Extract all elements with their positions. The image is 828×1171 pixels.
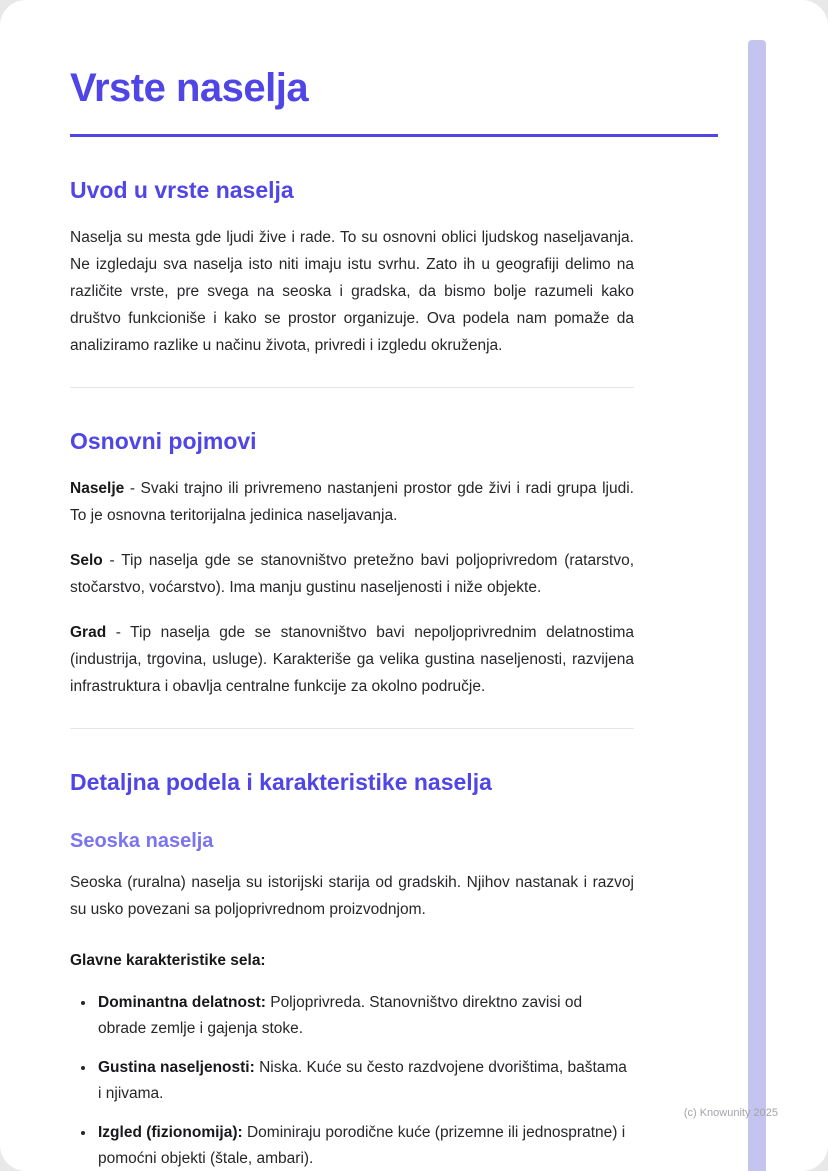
list-item-gustina: [96, 1055, 634, 1107]
section-heading-detaljna: Detaljna podela i karakteristike naselja: [70, 769, 492, 795]
list-item-lead: Izgled (fizionomija):: [98, 1124, 243, 1141]
list-item-text: Dominiraju porodične kuće (prizemne ili jednospratne) i pomoćni objekti (štale, ambari).: [98, 1124, 626, 1167]
definition-term: Naselje: [70, 480, 125, 497]
list-item-lead: Dominantna delatnost:: [98, 994, 266, 1011]
title-underline: [70, 134, 718, 137]
section-heading-pojmovi: Osnovni pojmovi: [70, 428, 257, 454]
section-heading-uvod: Uvod u vrste naselja: [70, 177, 294, 203]
list-item-text: Niska. Kuće su često razdvojene dvorištima, baštama i njivama.: [98, 1059, 627, 1102]
definition-naselje: [70, 475, 634, 529]
definition-grad: [70, 619, 634, 700]
intro-paragraph: Naselja su mesta gde ljudi žive i rade. To su osnovni oblici ljudskog naseljavanja. Ne izgledaju sva naselja isto niti imaju istu svrhu. Zato ih u geografiji delimo na različite vrste, pre svega na seoska i gradska, da bismo bolje razumeli kako društvo funkcioniše i kako se prostor organizuje. Ova podela nam pomaže da analiziramo razlike u načinu života, privredi i izgledu okruženja.: [70, 229, 634, 354]
page-title: Vrste naselja: [70, 66, 309, 110]
side-accent-bar: [748, 40, 766, 1171]
list-item-text: Poljoprivreda. Stanovništvo direktno zavisi od obrade zemlje i gajenja stoke.: [98, 994, 583, 1037]
characteristics-list-title: Glavne karakteristike sela:: [70, 952, 266, 969]
list-item-izgled: [96, 1120, 634, 1171]
definition-term: Selo: [70, 552, 103, 569]
section-divider: [70, 387, 634, 388]
seoska-paragraph: Seoska (ruralna) naselja su istorijski starija od gradskih. Njihov nastanak i razvoj su usko povezani sa poljoprivrednom proizvodnjom.: [70, 874, 634, 918]
subsection-heading-seoska: Seoska naselja: [70, 830, 214, 852]
characteristics-list: [70, 990, 634, 1171]
section-divider: [70, 728, 634, 729]
definition-text: - Tip naselja gde se stanovništvo bavi nepoljoprivrednim delatnostima (industrija, trgovina, usluge). Karakteriše ga velika gustina naseljenosti, razvijena infrastruktura i obavlja centralne funkcije za okolno područje.: [70, 624, 634, 695]
definition-text: - Tip naselja gde se stanovništvo pretežno bavi poljoprivredom (ratarstvo, stočarstvo, voćarstvo). Ima manju gustinu naseljenosti i niže objekte.: [70, 552, 634, 596]
definition-text: - Svaki trajno ili privremeno nastanjeni prostor gde živi i radi grupa ljudi. To je osnovna teritorijalna jedinica naseljavanja.: [70, 480, 634, 524]
definition-selo: [70, 547, 634, 601]
list-item-delatnost: [96, 990, 634, 1042]
list-item-lead: Gustina naseljenosti:: [98, 1059, 255, 1076]
definition-term: Grad: [70, 624, 107, 641]
copyright-footer: (c) Knowunity 2025: [683, 1107, 778, 1119]
page-content: [70, 0, 718, 1171]
